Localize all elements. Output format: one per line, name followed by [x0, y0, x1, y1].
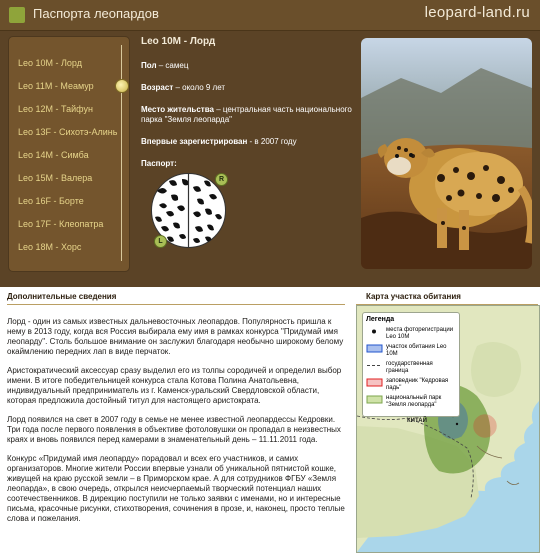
legend-item-photo-sites: места фоторегистрации Leo 10M — [366, 327, 456, 341]
legend-item-home-range: участок обитания Leo 10M — [366, 344, 456, 358]
sex-row: Пол – самец — [141, 61, 189, 70]
leopard-name: Leo 10M - Лорд — [141, 36, 216, 47]
legend-item-border: государственная граница — [386, 361, 433, 374]
legend-item-national-park: национальный парк "Земля леопарда" — [366, 395, 456, 409]
details-paragraph: Аристократический аксессуар сразу выделил его из толпы сородичей и определил выбор имени. В итоге победительницей конкурса стала Котова Полина Анатольевна, индивидуальный предприниматель из г. Каменск-уральский Свердловской области, которая предложила достойный титул для настоящего аристократа. — [7, 366, 342, 405]
profile-section — [0, 31, 540, 282]
profile-info — [141, 36, 356, 168]
leopard-photo-image — [361, 38, 532, 269]
menu-item-leo-11m[interactable]: Leo 11M - Меамур — [18, 81, 94, 91]
details-divider — [7, 304, 345, 305]
spot-passport — [149, 171, 228, 250]
page-title: Паспорта леопардов — [33, 6, 159, 21]
home-row: Место жительства – центральная часть национального парка "Земля леопарда" — [141, 105, 352, 124]
menu-item-leo-14m[interactable]: Leo 14M - Симба — [18, 150, 89, 160]
map-legend — [362, 312, 460, 417]
paw-icon — [9, 7, 25, 23]
china-label: КИТАЙ — [407, 418, 427, 424]
menu-scroll-track[interactable] — [121, 45, 122, 261]
registered-row: Впервые зарегистрирован - в 2007 году — [141, 137, 297, 146]
menu-item-leo-13f[interactable]: Leo 13F - Сихотэ-Алинь — [18, 127, 118, 137]
menu-item-leo-10m[interactable]: Leo 10M - Лорд — [18, 58, 82, 68]
right-side-badge: R — [215, 173, 228, 186]
left-side-badge: L — [154, 235, 167, 248]
site-link[interactable]: leopard-land.ru — [424, 4, 530, 21]
leopard-menu — [8, 36, 130, 272]
details-text — [7, 317, 345, 533]
map-title: Карта участка обитания — [366, 292, 461, 301]
details-title: Дополнительные сведения — [7, 292, 117, 301]
menu-scroll-knob[interactable] — [115, 79, 129, 93]
age-row: Возраст – около 9 лет — [141, 83, 226, 92]
menu-item-leo-16f[interactable]: Leo 16F - Борте — [18, 196, 84, 206]
menu-item-leo-15m[interactable]: Leo 15M - Валера — [18, 173, 93, 183]
menu-item-leo-18m[interactable]: Leo 18M - Хорс — [18, 242, 82, 252]
legend-item-reserve: заповедник "Кедровая падь" — [366, 378, 456, 392]
passport-label: Паспорт: — [141, 159, 177, 168]
leopard-photo — [361, 38, 532, 269]
details-paragraph: Лорд - один из самых известных дальневосточных леопардов. Популярность пришла к нему в 2013 году, когда вся Россия выбирала ему имя в рамках конкурса "Придумай имя леопарду". Столь большое внимание он заслужил благодаря необычно широкому белому окаймлению передних лап в виде перчаток. — [7, 317, 344, 356]
details-paragraph: Лорд появился на свет в 2007 году в семье не менее известной леопардессы Кедровки. Три года после первого появления в объективе фотоловушки он пропадал в неизвестных краях и вновь появился перед камерами в знаменательный день – 11.11.2011 года. — [7, 415, 341, 444]
legend-title: Легенда — [366, 316, 395, 323]
habitat-map[interactable] — [356, 305, 540, 553]
menu-item-leo-12m[interactable]: Leo 12M - Тайфун — [18, 104, 93, 114]
menu-item-leo-17f[interactable]: Leo 17F - Клеопатра — [18, 219, 104, 229]
header-bar — [0, 0, 540, 31]
details-paragraph: Конкурс «Придумай имя леопарду» порадовал и всех его участников, и самих организаторов. Многие жители России впервые узнали об уникальной пятнистой кошке, живущей на краю русской земли – в Приморском крае. А для сотрудников ФГБУ «Земля леопарда», в свою очередь, открылся неисчерпаемый творческий потенциал наших соотечественников. В дирекцию поступили не только заявки с именами, но и интересные письма, красочные рисунки, стихотворения, сочинения в прозе, и, наконец, просто теплые слова и пожелания. — [7, 454, 345, 523]
details-section — [0, 287, 540, 553]
